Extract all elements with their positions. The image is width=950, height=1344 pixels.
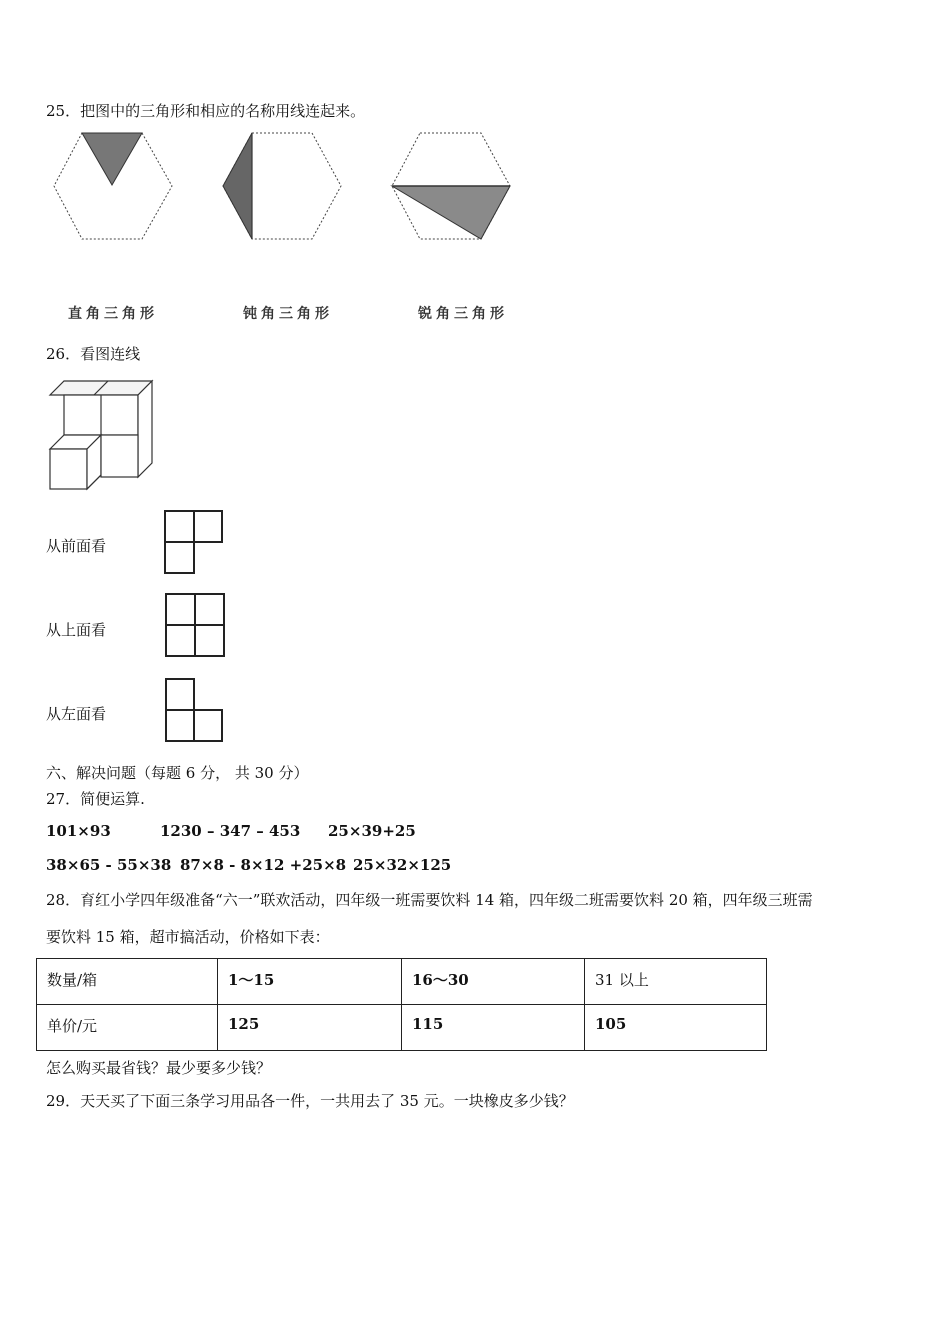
- calc-2-2: 87×8 - 8×12 +25×8: [180, 856, 347, 874]
- q28-line-1: 28．育红小学四年级准备“六一”联欢活动，四年级一班需要饮料 14 箱，四年级二班需要饮料 20 箱，四年级三班需: [46, 891, 813, 909]
- table-cell: 115: [402, 1005, 585, 1051]
- cube-stack-figure: [46, 377, 156, 492]
- section-6-heading: 六、解决问题（每题 6 分， 共 30 分）: [46, 764, 309, 782]
- price-table: [36, 958, 767, 1051]
- table-cell: 105: [585, 1005, 767, 1051]
- table-cell: 单价/元: [37, 1005, 218, 1051]
- calc-1-2: 1230 – 347 – 453: [160, 822, 301, 840]
- table-cell: 16～30: [402, 959, 585, 1005]
- label-acute-triangle: 锐角三角形: [418, 306, 508, 322]
- front-view-grid: [164, 509, 224, 575]
- q26-text: 26．看图连线: [46, 345, 141, 363]
- q25-text: 25．把图中的三角形和相应的名称用线连起来。: [46, 102, 366, 120]
- hexagon-figure-3: [390, 131, 512, 241]
- calc-2-1: 38×65 - 55×38: [46, 856, 172, 874]
- view-left-label: 从左面看: [46, 705, 107, 723]
- q29-text: 29．天天买了下面三条学习用品各一件，一共用去了 35 元。一块橡皮多少钱？: [46, 1092, 574, 1110]
- q27-text: 27．简便运算.: [46, 790, 145, 808]
- label-obtuse-triangle: 钝角三角形: [243, 306, 333, 322]
- view-top-label: 从上面看: [46, 621, 107, 639]
- calc-2-3: 25×32×125: [353, 856, 452, 874]
- hexagon-figure-1: [52, 131, 172, 241]
- table-row: [37, 959, 767, 1005]
- left-view-grid: [164, 677, 224, 743]
- table-cell: 125: [218, 1005, 402, 1051]
- q28-question: 怎么购买最省钱？最少要多少钱？: [46, 1059, 272, 1077]
- label-right-triangle: 直角三角形: [68, 306, 158, 322]
- view-front-label: 从前面看: [46, 537, 107, 555]
- top-view-grid: [164, 592, 226, 658]
- calc-1-3: 25×39+25: [328, 822, 416, 840]
- calc-1-1: 101×93: [46, 822, 111, 840]
- q28-line-2: 要饮料 15 箱，超市搞活动，价格如下表：: [46, 928, 330, 946]
- table-cell: 1～15: [218, 959, 402, 1005]
- table-row: [37, 1005, 767, 1051]
- hexagon-figure-2: [221, 131, 343, 241]
- table-cell: 31 以上: [585, 959, 767, 1005]
- table-cell: 数量/箱: [37, 959, 218, 1005]
